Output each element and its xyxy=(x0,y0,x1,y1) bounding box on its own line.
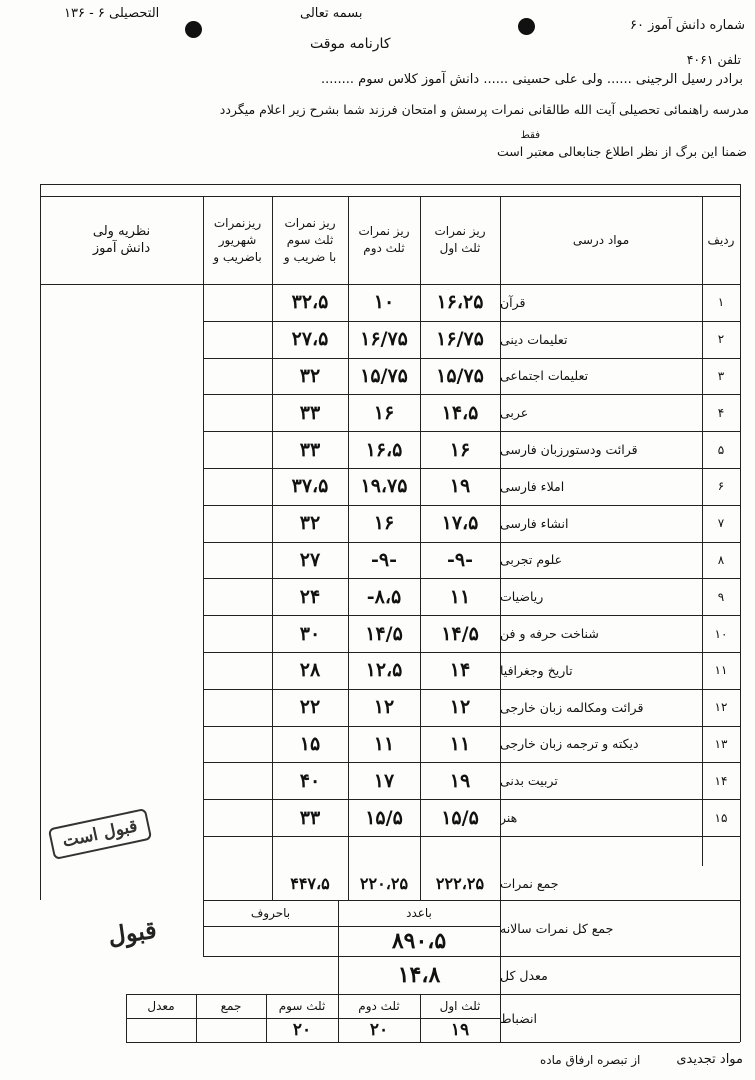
academic-year: التحصیلی ۶ - ۱۳۶ xyxy=(64,6,160,21)
grade-term3: ۳۳ xyxy=(299,806,321,829)
row-number: ۱۴ xyxy=(714,773,728,788)
row-number: ۱ xyxy=(717,295,725,310)
student-number: شماره دانش آموز ۶۰ xyxy=(630,18,745,33)
grade-term2: ۱۲ xyxy=(373,696,395,719)
average-value: ۱۴،۸ xyxy=(397,962,441,988)
grade-term1: ۱۶ xyxy=(449,438,471,461)
header-extra: ریزنمرات شهریور باضریب و xyxy=(213,215,262,264)
grade-term3: ۲۷ xyxy=(299,548,321,571)
grade-term3: ۳۲ xyxy=(299,364,321,387)
subject-name: عربی xyxy=(500,405,529,421)
grade-term3: ۲۸ xyxy=(299,659,321,682)
grade-term2: ۱۲،۵ xyxy=(365,659,403,682)
row-number: ۵ xyxy=(717,442,725,457)
grade-term1: ۱۱ xyxy=(449,585,471,608)
bismillah: بسمه تعالی xyxy=(300,6,363,21)
grade-term3: ۳۲ xyxy=(299,512,321,535)
grade-term2: ۱۶ xyxy=(373,512,395,535)
subject-name: دیکته و ترجمه زبان خارجی xyxy=(500,736,639,752)
student-line: برادر رسیل الرجینی ...... ولی علی حسینی ...... دانش آموز کلاس سوم ........ xyxy=(320,72,743,87)
disc-term3: ۲۰ xyxy=(292,1020,312,1040)
row-number: ۹ xyxy=(717,589,725,604)
row-number: ۶ xyxy=(717,479,725,494)
row-number: ۱۲ xyxy=(714,700,728,715)
intro-text: مدرسه راهنمائی تحصیلی آیت الله طالقانی نمرات پرسش و امتحان فرزند شما بشرح زیر اعلام میگردد xyxy=(219,102,749,117)
grade-term3: ۳۷،۵ xyxy=(291,475,329,498)
sum-term2: ۲۲۰،۲۵ xyxy=(359,873,409,893)
disc-term1: ۱۹ xyxy=(450,1020,470,1040)
grade-term2: ۱۵/۵ xyxy=(365,806,403,829)
grade-term2: ۱۶،۵ xyxy=(365,438,403,461)
document-title: کارنامه موقت xyxy=(310,36,391,52)
subject-name: قرائت ودستورزبان فارسی xyxy=(500,442,638,458)
by-number-label: باعدد xyxy=(406,905,432,920)
grid-line xyxy=(126,1042,740,1043)
row-number: ۱۱ xyxy=(714,663,728,678)
header-term3: ریز نمرات ثلث سوم با ضریب و xyxy=(283,215,337,264)
subject-name: تعلیمات اجتماعی xyxy=(500,368,589,384)
grade-term3: ۱۵ xyxy=(299,732,321,755)
grade-term2: ۱۱ xyxy=(373,732,395,755)
punch-hole xyxy=(185,21,202,38)
grade-term2: ۱۵/۷۵ xyxy=(360,364,408,387)
disc-header-t1: ثلث اول xyxy=(439,998,481,1013)
disc-header-sum: جمع xyxy=(220,998,242,1013)
header-term2: ریز نمرات ثلث دوم xyxy=(358,224,410,255)
row-number: ۸ xyxy=(717,552,725,567)
grade-term2: ۱۴/۵ xyxy=(365,622,403,645)
grade-term1: ۱۴/۵ xyxy=(441,622,479,645)
row-number: ۲ xyxy=(717,332,725,347)
grade-term1: ۱۵/۵ xyxy=(441,806,479,829)
subject-name: تربیت بدنی xyxy=(500,773,558,789)
row-number: ۱۵ xyxy=(714,810,728,825)
sum-term1: ۲۲۲،۲۵ xyxy=(435,873,485,893)
disc-term2: ۲۰ xyxy=(369,1020,389,1040)
note-text: ضمنا این برگ از نظر اطلاع جنابعالی معتبر است xyxy=(497,144,747,159)
average-label: معدل کل xyxy=(500,967,548,983)
grid-line xyxy=(40,184,41,900)
grade-term3: ۳۳ xyxy=(299,401,321,424)
subject-name: انشاء فارسی xyxy=(500,515,569,531)
sum-label: جمع نمرات xyxy=(500,875,559,891)
subject-name: شناخت حرفه و فن xyxy=(500,626,599,642)
grade-term3: ۴۰ xyxy=(299,769,321,792)
grade-term3: ۲۴ xyxy=(299,585,321,608)
grade-term1: ۱۱ xyxy=(449,732,471,755)
subject-name: قرائت ومکالمه زبان خارجی xyxy=(500,699,644,715)
grade-term1: ۱۹ xyxy=(449,769,471,792)
subject-name: املاء فارسی xyxy=(500,478,565,494)
subject-name: تعلیمات دینی xyxy=(500,331,568,347)
grade-term2: ۱۰ xyxy=(373,291,395,314)
grade-term3: ۳۳ xyxy=(299,438,321,461)
subject-name: ریاضیات xyxy=(500,589,544,605)
year-total-value: ۸۹۰،۵ xyxy=(391,928,447,954)
subject-name: قرآن xyxy=(500,294,526,310)
row-number: ۳ xyxy=(717,368,725,383)
header-row-no: ردیف xyxy=(707,232,735,247)
grade-term1: ۱۹ xyxy=(449,475,471,498)
row-number: ۷ xyxy=(717,516,725,531)
grade-term1: ۱۴،۵ xyxy=(441,401,479,424)
disc-header-t3: ثلث سوم xyxy=(278,998,326,1013)
row-number: ۴ xyxy=(717,405,725,420)
grade-term2: ۱۶ xyxy=(373,401,395,424)
by-letters-label: باحروف xyxy=(250,905,291,920)
grid-line xyxy=(203,196,204,956)
subject-name: علوم تجربی xyxy=(500,552,563,568)
footer-note: از تبصره ارفاق ماده xyxy=(540,1053,641,1067)
handwritten-accepted: قبول xyxy=(106,914,159,951)
subject-name: تاریخ وجغرافیا xyxy=(500,662,573,678)
header-term1: ریز نمرات ثلث اول xyxy=(434,224,486,255)
grade-term1: ۱۲ xyxy=(449,696,471,719)
grade-term1: ۱۵/۷۵ xyxy=(436,364,484,387)
year-total-label: جمع کل نمرات سالانه xyxy=(500,920,614,936)
grid-line xyxy=(40,184,740,185)
disc-header-avg: معدل xyxy=(147,998,175,1013)
grid-line xyxy=(203,836,740,837)
grade-term1: ۱۶/۷۵ xyxy=(436,328,484,351)
punch-hole xyxy=(518,18,535,35)
note-mark: فقط xyxy=(520,130,540,141)
grade-term3: ۳۰ xyxy=(299,622,321,645)
subject-name: هنر xyxy=(500,810,518,826)
row-number: ۱۰ xyxy=(714,626,728,641)
grade-term2: -۹- xyxy=(371,548,397,571)
header-parent-opinion: نظریه ولی دانش آموز xyxy=(92,224,151,256)
sum-term3: ۴۴۷،۵ xyxy=(290,873,330,893)
grade-term2: ۱۷ xyxy=(373,769,395,792)
grade-term1: ۱۷،۵ xyxy=(441,512,479,535)
grade-term3: ۲۷،۵ xyxy=(291,328,329,351)
grade-term3: ۳۲،۵ xyxy=(291,291,329,314)
grade-term1: ۱۴ xyxy=(449,659,471,682)
discipline-label: انضباط xyxy=(500,1010,537,1026)
grade-term1: ۱۶،۲۵ xyxy=(436,291,484,314)
header-subject: مواد درسی xyxy=(572,232,630,247)
disc-header-t2: ثلث دوم xyxy=(358,998,400,1013)
footer-failed-subjects: مواد تجدیدی xyxy=(676,1052,743,1067)
row-number: ۱۳ xyxy=(714,736,728,751)
grid-line xyxy=(740,184,741,1042)
grade-term1: -۹- xyxy=(447,548,473,571)
grade-term2: -۸،۵ xyxy=(366,585,402,608)
grade-term2: ۱۶/۷۵ xyxy=(360,328,408,351)
grade-term2: ۱۹،۷۵ xyxy=(360,475,408,498)
phone: تلفن ۴۰۶۱ xyxy=(686,52,741,67)
grade-term3: ۲۲ xyxy=(299,696,321,719)
accepted-stamp: قبول است xyxy=(48,808,152,860)
